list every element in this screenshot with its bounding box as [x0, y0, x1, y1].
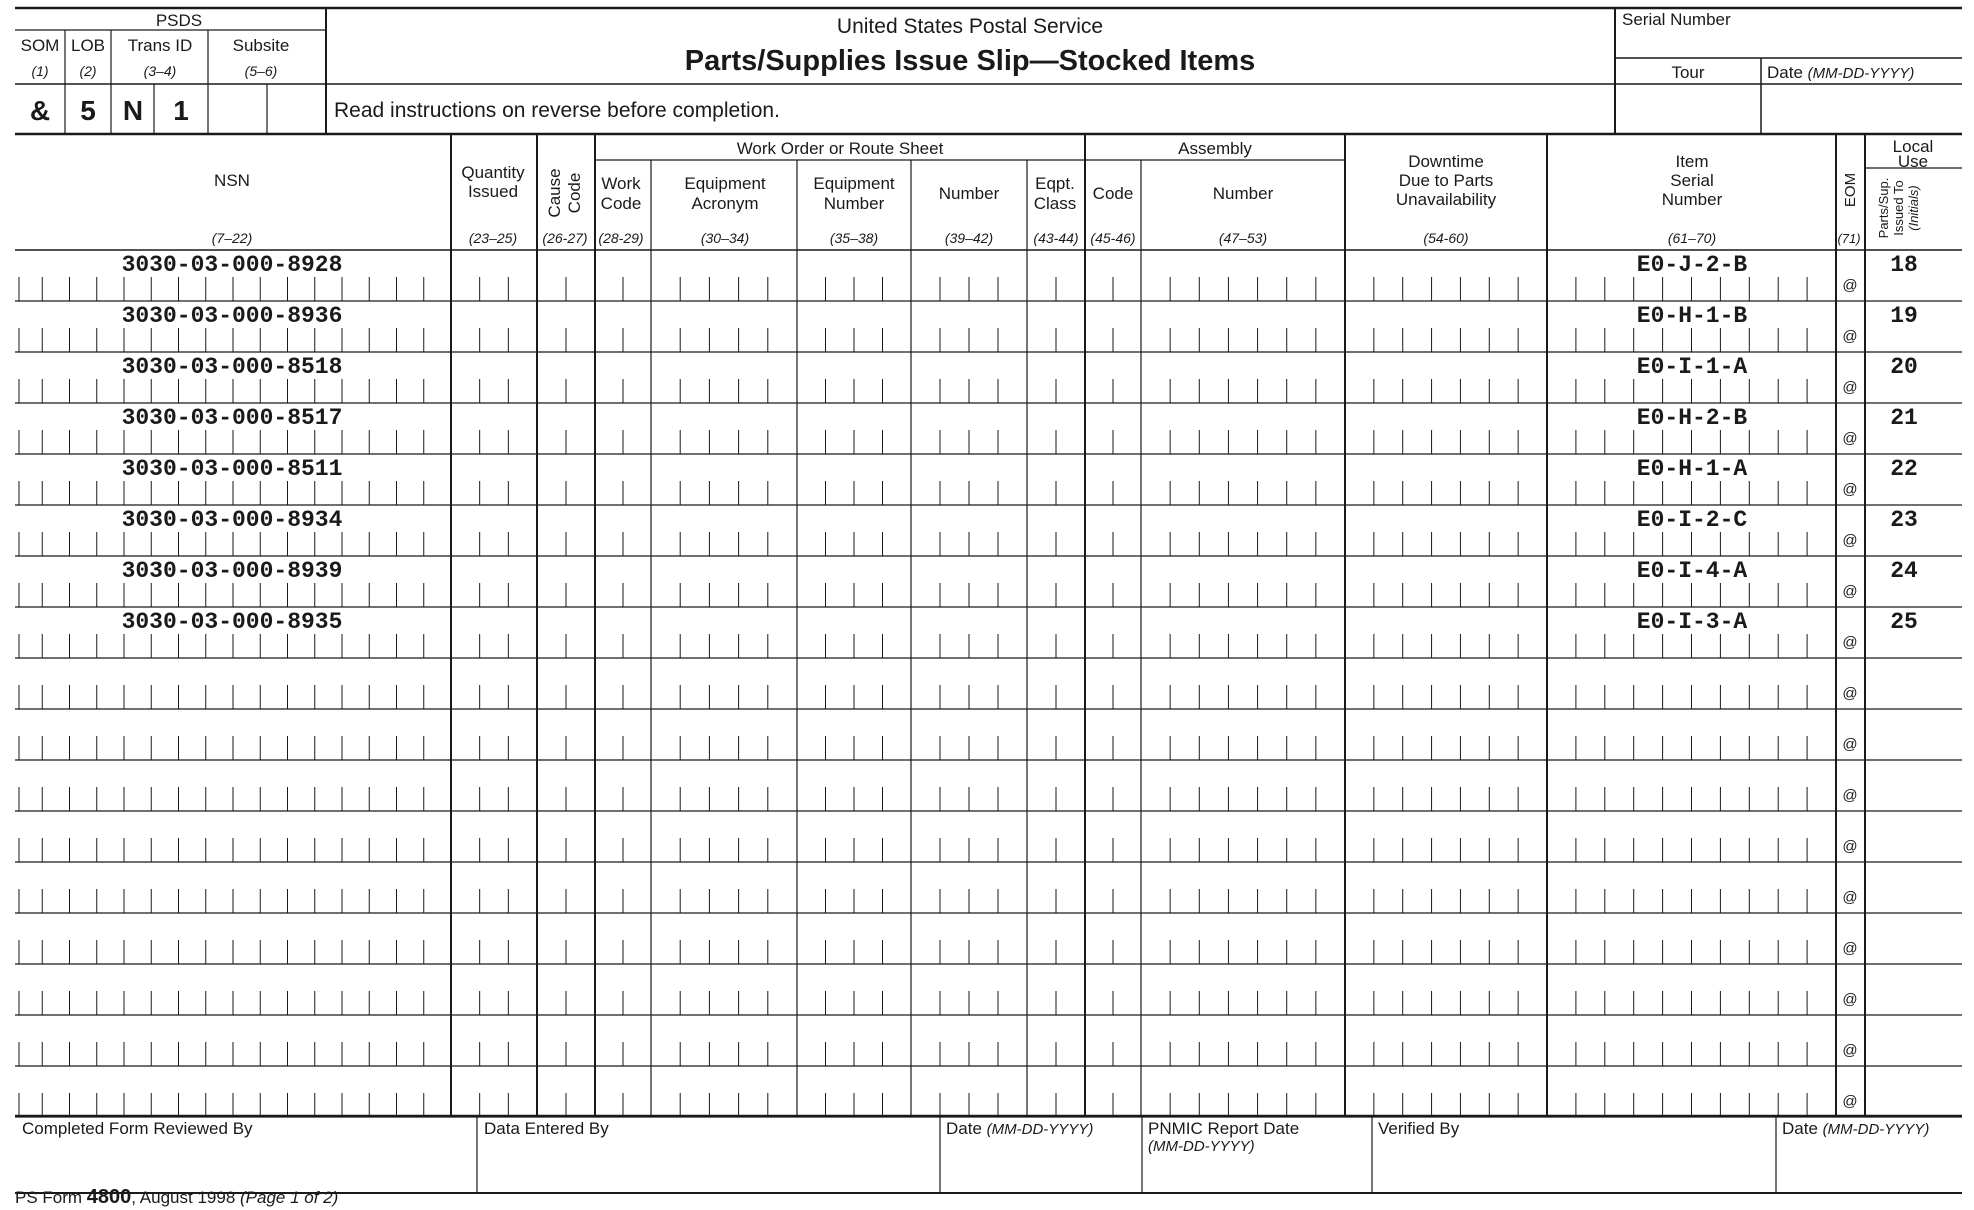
nsn-value: 3030-03-000-8935 [121, 609, 343, 635]
table-row[interactable] [15, 760, 1962, 811]
som-label: SOM [20, 36, 60, 55]
subsite-label: Subsite [232, 36, 290, 55]
nsn-value: 3030-03-000-8518 [121, 354, 343, 380]
item-serial-value: E0-H-1-B [1636, 303, 1748, 329]
som-field-num: (1) [31, 63, 49, 79]
col-assembly-code: Code [1092, 184, 1134, 203]
col-work-code-line2: Code [600, 194, 642, 213]
col-item-serial-num: (61–70) [1667, 230, 1717, 246]
nsn-value: 3030-03-000-8517 [121, 405, 343, 431]
form-title: Parts/Supplies Issue Slip—Stocked Items [684, 45, 1256, 77]
table-row[interactable] [15, 1066, 1962, 1117]
col-work-code-num: (28-29) [598, 230, 644, 246]
col-eom: EOM [1842, 172, 1859, 208]
trans-id-label: Trans ID [127, 36, 193, 55]
col-eqpt-class-line1: Eqpt. [1035, 174, 1075, 193]
local-use-value: 18 [1890, 252, 1918, 278]
col-local-use-line1: Local [1892, 137, 1934, 156]
col-equip-number-line2: Number [823, 194, 885, 213]
table-row[interactable] [15, 1015, 1962, 1066]
col-work-code-line1: Work [601, 174, 641, 193]
lob-field-num: (2) [79, 63, 97, 79]
item-serial-value: E0-I-4-A [1636, 558, 1748, 584]
table-row[interactable] [15, 913, 1962, 964]
item-serial-value: E0-H-1-A [1636, 456, 1748, 482]
eom-symbol: @ [1842, 430, 1858, 447]
nsn-value: 3030-03-000-8934 [121, 507, 343, 533]
col-quantity-line1: Quantity [461, 163, 525, 182]
local-use-value: 20 [1890, 354, 1918, 380]
col-item-serial-line2: Serial [1670, 171, 1714, 190]
table-row[interactable] [15, 709, 1962, 760]
nsn-value: 3030-03-000-8936 [121, 303, 343, 329]
eom-symbol: @ [1842, 328, 1858, 345]
item-serial-value: E0-H-2-B [1636, 405, 1748, 431]
nsn-value: 3030-03-000-8939 [121, 558, 343, 584]
trans-id-value-1[interactable]: N [122, 95, 144, 126]
agency-name: United States Postal Service [836, 15, 1104, 38]
eom-symbol: @ [1842, 940, 1858, 957]
eom-symbol: @ [1842, 634, 1858, 651]
table-row[interactable] [15, 811, 1962, 862]
eom-symbol: @ [1842, 1093, 1858, 1110]
verified-by-label: Verified By [1378, 1119, 1460, 1138]
col-equip-number-num: (35–38) [829, 230, 879, 246]
col-eom-num: (71) [1837, 231, 1861, 246]
column-headers [595, 160, 1962, 168]
col-eqpt-class-num: (43-44) [1033, 230, 1079, 246]
col-local-use-line2: Use [1897, 152, 1929, 171]
item-serial-value: E0-J-2-B [1636, 252, 1748, 278]
eom-symbol: @ [1842, 685, 1858, 702]
table-row[interactable] [15, 862, 1962, 913]
local-use-value: 22 [1890, 456, 1918, 482]
local-use-value: 19 [1890, 303, 1918, 329]
col-downtime-line2: Due to Parts [1398, 171, 1494, 190]
col-item-serial-line3: Number [1661, 190, 1723, 209]
eom-symbol: @ [1842, 583, 1858, 600]
lob-value[interactable]: 5 [80, 95, 96, 126]
col-downtime-line1: Downtime [1408, 152, 1484, 171]
eom-symbol: @ [1842, 736, 1858, 753]
eom-symbol: @ [1842, 1042, 1858, 1059]
col-cause-line1: Cause [545, 168, 564, 218]
col-nsn: NSN [214, 171, 250, 190]
col-cause-line2: Code [565, 172, 584, 214]
item-serial-value: E0-I-2-C [1636, 507, 1748, 533]
col-cause-num: (26-27) [542, 230, 588, 246]
nsn-value: 3030-03-000-8928 [121, 252, 343, 278]
eom-symbol: @ [1842, 532, 1858, 549]
footer-date-label: Date (MM-DD-YYYY) [946, 1119, 1094, 1138]
work-order-group-label: Work Order or Route Sheet [736, 139, 944, 158]
footer-date2-label: Date (MM-DD-YYYY) [1782, 1119, 1930, 1138]
form-id: PS Form 4800, August 1998 (Page 1 of 2) [15, 1186, 339, 1208]
col-quantity-num: (23–25) [468, 230, 518, 246]
entry-rows [15, 250, 1962, 1117]
eom-symbol: @ [1842, 838, 1858, 855]
lob-label: LOB [70, 36, 106, 55]
item-serial-value: E0-I-3-A [1636, 609, 1748, 635]
col-equip-acronym-num: (30–34) [700, 230, 750, 246]
table-row[interactable] [15, 964, 1962, 1015]
tour-label: Tour [1671, 63, 1705, 82]
col-assembly-code-num: (45-46) [1090, 230, 1136, 246]
col-nsn-num: (7–22) [211, 230, 253, 246]
local-use-value: 21 [1890, 405, 1918, 431]
data-entered-by-label: Data Entered By [484, 1119, 609, 1138]
col-equip-number-line1: Equipment [813, 174, 895, 193]
nsn-value: 3030-03-000-8511 [121, 456, 343, 482]
col-equip-acronym-line2: Acronym [691, 194, 759, 213]
trans-id-value-2[interactable]: 1 [173, 95, 189, 126]
local-use-value: 24 [1890, 558, 1918, 584]
pnmic-format: (MM-DD-YYYY) [1148, 1138, 1255, 1155]
table-row[interactable] [15, 658, 1962, 709]
header-date-label: Date (MM-DD-YYYY) [1767, 63, 1915, 82]
col-number-num: (39–42) [944, 230, 994, 246]
col-downtime-line3: Unavailability [1395, 190, 1497, 209]
col-local-use-sub3: (Initials) [1906, 185, 1921, 231]
col-downtime-num: (54-60) [1423, 230, 1469, 246]
psds-label: PSDS [155, 11, 203, 30]
eom-symbol: @ [1842, 889, 1858, 906]
local-use-value: 25 [1890, 609, 1918, 635]
assembly-group-label: Assembly [1178, 139, 1252, 158]
col-item-serial-line1: Item [1675, 152, 1709, 171]
subsite-field-num: (5–6) [244, 63, 278, 79]
item-serial-value: E0-I-1-A [1636, 354, 1748, 380]
reviewed-by-label: Completed Form Reviewed By [22, 1119, 253, 1138]
col-local-use-sub1: Parts/Sup. [1876, 177, 1891, 239]
serial-number-label: Serial Number [1622, 10, 1731, 29]
col-local-use-sub2: Issued To [1891, 180, 1906, 236]
col-quantity-line2: Issued [467, 182, 519, 201]
eom-symbol: @ [1842, 277, 1858, 294]
pnmic-label: PNMIC Report Date [1148, 1119, 1300, 1138]
local-use-value: 23 [1890, 507, 1918, 533]
eom-symbol: @ [1842, 481, 1858, 498]
eom-symbol: @ [1842, 787, 1858, 804]
instructions-text: Read instructions on reverse before completion. [334, 99, 780, 122]
col-number: Number [938, 184, 1000, 203]
col-eqpt-class-line2: Class [1033, 194, 1077, 213]
col-assembly-number: Number [1212, 184, 1274, 203]
eom-symbol: @ [1842, 991, 1858, 1008]
col-equip-acronym-line1: Equipment [684, 174, 766, 193]
trans-id-field-num: (3–4) [143, 63, 177, 79]
eom-symbol: @ [1842, 379, 1858, 396]
som-value[interactable]: & [29, 95, 51, 126]
col-assembly-number-num: (47–53) [1218, 230, 1268, 246]
